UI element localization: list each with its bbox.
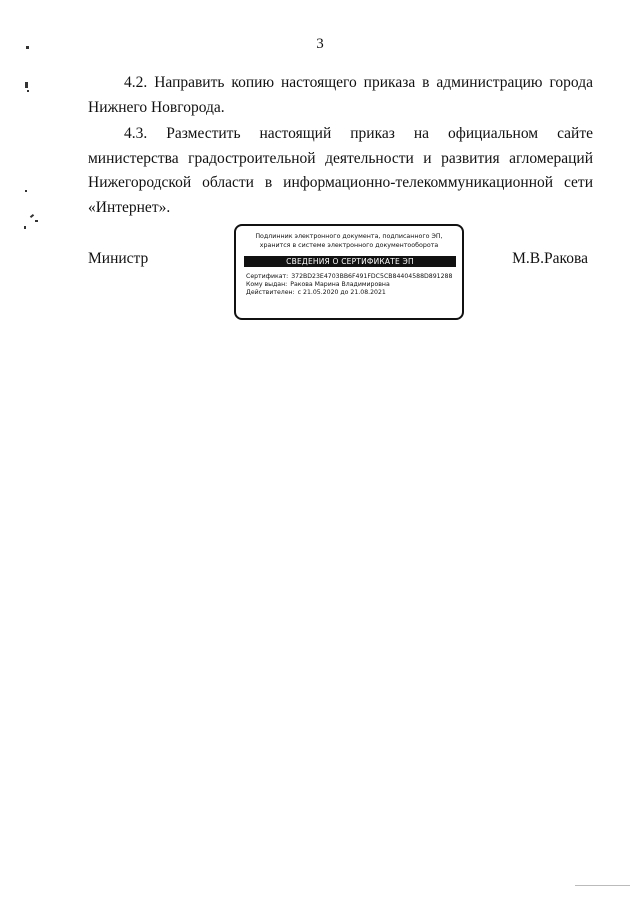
scan-speck [35,220,38,222]
scan-edge-line [575,885,630,886]
scan-speck [25,190,27,192]
validity-value: с 21.05.2020 до 21.08.2021 [297,289,386,297]
paragraph-text: 4.2. Направить копию настоящего приказа в администрацию города Нижнего Новгорода. [88,74,593,116]
scan-speck [27,90,29,92]
stamp-banner: СВЕДЕНИЯ О СЕРТИФИКАТЕ ЭП [244,256,456,267]
electronic-signature-stamp [234,224,464,320]
certificate-label: Сертификат: [246,273,289,280]
certificate-row [246,273,462,281]
stamp-note: Подлинник электронного документа, подписанного ЭП, хранится в системе электронного документооборота [255,233,443,249]
paragraph-4-2 [88,71,593,120]
scan-speck [25,82,28,88]
paragraph-text: 4.3. Разместить настоящий приказ на официальном сайте министерства градостроительной деятельности и развития агломераций Нижегородской области в информационно-телекоммуникационной сети «Интернет». [88,125,593,216]
certificate-value: 372BD23E4703BB6F491FDC5CB84404588D891288 [291,273,453,280]
issued-to-label: Кому выдан: [246,281,288,289]
page-number: 3 [316,36,324,52]
stamp-details [246,273,462,298]
scan-speck [24,226,26,229]
paragraph-4-3 [88,122,593,220]
scan-speck [26,46,29,49]
issued-to-value: Ракова Марина Владимировна [290,281,390,289]
scan-speck [30,214,34,218]
validity-label: Действителен: [246,289,295,297]
signer-title: Министр [88,250,149,267]
signer-name: М.В.Ракова [512,250,588,267]
validity-row [246,289,462,297]
